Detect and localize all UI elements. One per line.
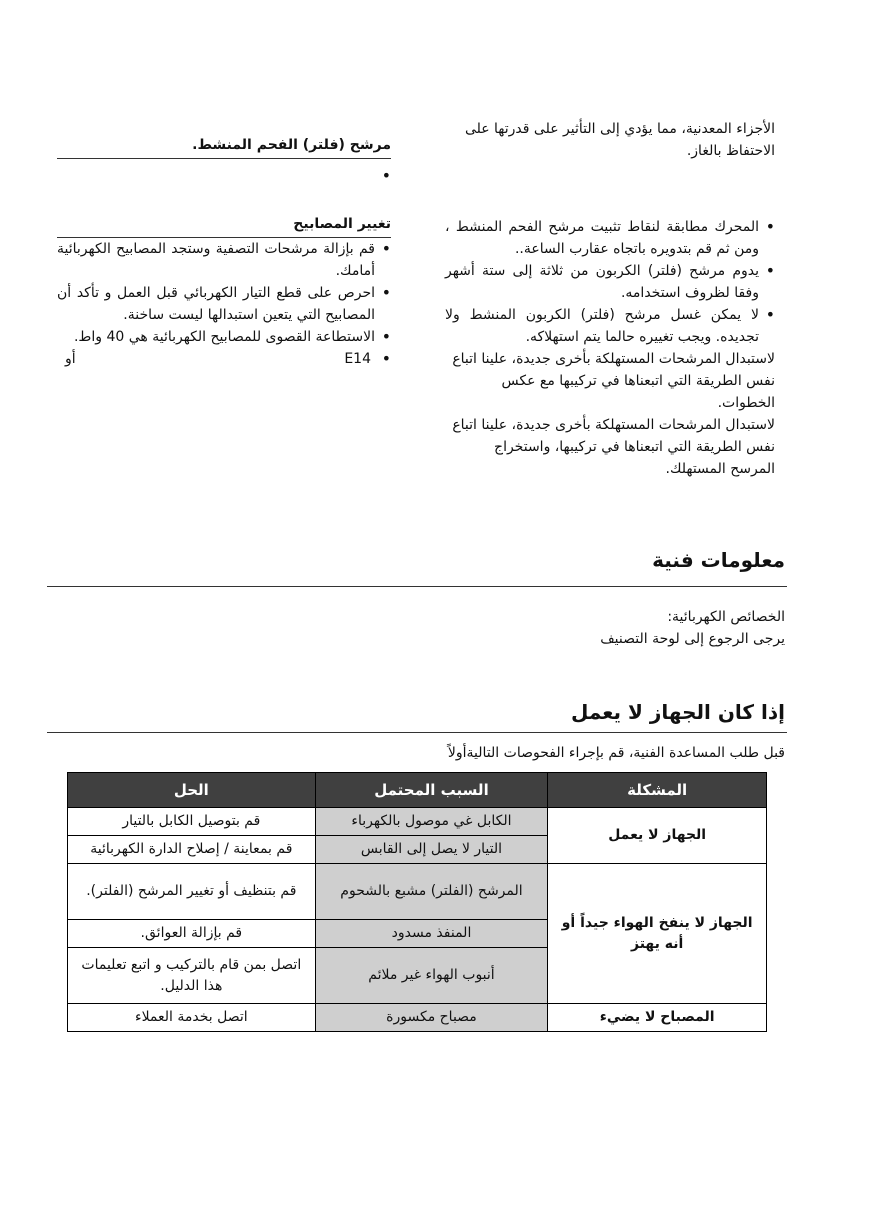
empty-bullet <box>57 165 375 187</box>
lamp-type-or: أو <box>65 351 76 367</box>
lamp-bullet: • الاستطاعة القصوى للمصابيح الكهربائية هي 40 واط. <box>57 326 375 348</box>
cause-broken-lamp: مصباح مكسورة <box>315 1004 548 1032</box>
solution-installer: اتصل بمن قام بالتركيب و اتبع تعليمات هذا الدليل. <box>68 948 316 1004</box>
right-bullet: • المحرك مطابقة لنقاط تثبيت مرشح الفحم المنشط ، ومن ثم قم بتدويره باتجاه عقارب الساعة.. <box>445 216 759 260</box>
empty-bullet-list <box>57 165 391 187</box>
tech-section-title: معلومات فنية <box>652 548 785 572</box>
problem-lamp: المصباح لا يضيء <box>548 1004 767 1032</box>
lamp-change-heading: تغيير المصابيح <box>57 213 391 238</box>
solution-customer-service: اتصل بخدمة العملاء <box>68 1004 316 1032</box>
carbon-filter-heading: مرشح (فلتر) الفحم المنشط. <box>57 134 391 159</box>
solution-obstacles: قم بإزالة العوائق. <box>68 920 316 948</box>
header-cause: السبب المحتمل <box>315 773 548 808</box>
right-intro: الأجزاء المعدنية، مما يؤدي إلى التأثير على قدرتها على الاحتفاظ بالغاز. <box>464 121 775 159</box>
lamp-bullet: • احرص على قطع التيار الكهربائي قبل العمل و تأكد أن المصابيح التي يتعين استبدالها ليست ساخنة. <box>57 282 375 326</box>
cause-air-duct: أنبوب الهواء غير ملائم <box>315 948 548 1004</box>
lamp-bullet-list <box>57 238 391 370</box>
right-bullet-list <box>445 216 775 348</box>
tech-electrical-label: الخصائص الكهربائية: <box>667 609 785 625</box>
right-bullet: • لا يمكن غسل مرشح (فلتر) الكربون المنشط ولا تجديده. ويجب تغييره حالما يتم استهلاكه. <box>445 304 759 348</box>
problem-weak-airflow: الجهاز لا ينفخ الهواء جيداً أو أنه يهتز <box>548 864 767 1004</box>
solution-cable: قم بتوصيل الكابل بالتيار <box>68 808 316 836</box>
lamp-type-bullet <box>57 348 375 370</box>
solution-filter: قم بتنظيف أو تغيير المرشح (الفلتر). <box>68 864 316 920</box>
problem-no-power: الجهاز لا يعمل <box>548 808 767 864</box>
lamp-bullet: • قم بإزالة مرشحات التصفية وستجد المصابيح الكهربائية أمامك. <box>57 238 375 282</box>
replace-paragraph-2: لاستبدال المرشحات المستهلكة بأخرى جديدة، علينا اتباع نفس الطريقة التي اتبعناها في تركيبها، واستخراج المرسح المستهلك. <box>452 417 775 477</box>
left-column <box>57 134 391 370</box>
cause-socket: التيار لا يصل إلى القابس <box>315 836 548 864</box>
replace-paragraph-1: لاستبدال المرشحات المستهلكة بأخرى جديدة، علينا اتباع نفس الطريقة التي اتبعناها في تركيبها مع عكس الخطوات. <box>452 351 775 411</box>
solution-circuit: قم بمعاينة / إصلاح الدارة الكهربائية <box>68 836 316 864</box>
right-bullet: • يدوم مرشح (فلتر) الكربون من ثلاثة إلى ستة أشهر وفقا لظروف استخدامه. <box>445 260 759 304</box>
trouble-section-title: إذا كان الجهاز لا يعمل <box>571 700 785 724</box>
troubleshooting-table <box>67 772 767 1032</box>
cause-cable: الكابل غي موصول بالكهرباء <box>315 808 548 836</box>
lamp-type-e14: • E14 <box>344 351 371 367</box>
header-solution: الحل <box>68 773 316 808</box>
header-problem: المشكلة <box>548 773 767 808</box>
trouble-intro: قبل طلب المساعدة الفنية، قم بإجراء الفحوصات التاليةأولاً <box>447 745 785 761</box>
right-column <box>445 118 775 480</box>
cause-greasy-filter: المرشح (الفلتر) مشبع بالشحوم <box>315 864 548 920</box>
tech-rating-note: يرجى الرجوع إلى لوحة التصنيف <box>600 631 785 647</box>
trouble-divider <box>47 732 787 733</box>
tech-divider <box>47 586 787 587</box>
cause-blocked-outlet: المنفذ مسدود <box>315 920 548 948</box>
